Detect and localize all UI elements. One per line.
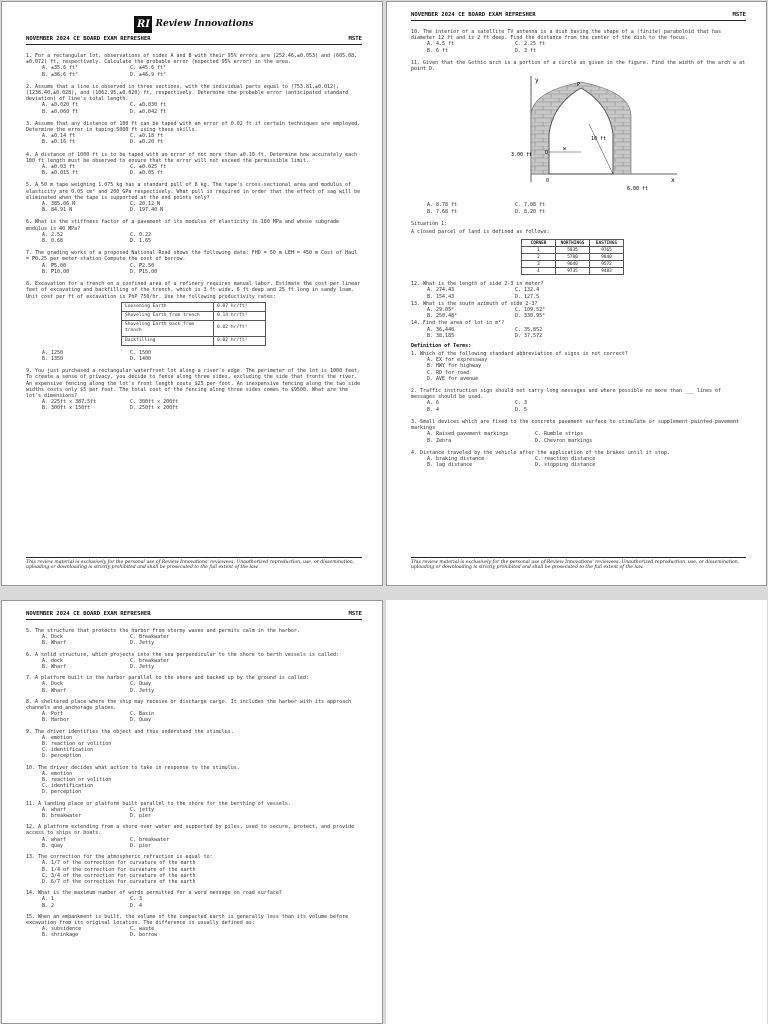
option: A. 274.43 xyxy=(427,287,455,294)
definition-1 xyxy=(411,351,746,382)
page-2 xyxy=(386,1,767,586)
table-cell: Backfilling xyxy=(122,336,214,345)
question-text: 4. A distance of 1000 ft is to be taped with an error of not more than ±0.10 ft. Determine how accurately each 100 ft length must be observed to ensure that the error will not exceed the permissible limit. xyxy=(26,151,358,164)
answer-options xyxy=(26,232,362,244)
question-text: 1. For a rectangular lot, observations of sides A and B with their 95% errors are (252.46,±0.053) and (605.08,±0.072) ft, respectively. Calculate the probable error (expected 95% error) in the area. xyxy=(26,53,358,66)
table-cell: 5780 xyxy=(556,254,590,261)
option: D. 330.95° xyxy=(515,313,546,320)
option: A. braking distance xyxy=(427,455,485,462)
header-title: NOVEMBER 2024 CE BOARD EXAM REFRESHER xyxy=(26,36,151,42)
answer-options xyxy=(26,681,362,693)
option: B. 84.91 N xyxy=(42,207,73,214)
table-cell: 2 xyxy=(522,254,556,261)
definition-12 xyxy=(26,824,362,849)
option: C. 109.52° xyxy=(515,307,546,314)
answer-options xyxy=(26,735,362,760)
header-subject: MSTE xyxy=(348,611,362,617)
height-label: 3.00 ft xyxy=(511,152,533,159)
point-d-label: D xyxy=(545,150,549,157)
question-text: 7. A platform built in the harbor parallel to the shore and backed up by the ground is called: xyxy=(26,675,309,682)
option: A. Port xyxy=(42,711,64,718)
option: C. 35,852 xyxy=(515,326,543,333)
question-9 xyxy=(26,368,362,411)
option: B. 300ft x 150ft xyxy=(42,405,91,412)
table-header-row xyxy=(522,240,624,247)
table-row xyxy=(522,268,624,275)
option: B. 154.43 xyxy=(427,293,455,300)
option: D. 127.5 xyxy=(515,293,540,300)
option: A. subsidence xyxy=(42,926,82,933)
blank-area xyxy=(386,600,767,1024)
option: C. ±0.030 ft xyxy=(130,102,167,109)
option: C. RD for road xyxy=(427,369,470,376)
answer-options xyxy=(26,771,362,796)
option: D. pier xyxy=(130,842,152,849)
w-label: w xyxy=(563,146,567,153)
option: D. ₱15.00 xyxy=(130,268,158,275)
table-row xyxy=(522,261,624,268)
definition-3 xyxy=(411,419,746,444)
question-text: 8. A sheltered place where the ship may receive or discharge cargo. It includes the harbor with its approach channels and anchorage places. xyxy=(26,698,352,712)
option: C. Basin xyxy=(130,711,155,718)
column-header: CORNER xyxy=(522,240,556,247)
table-cell: 4 xyxy=(522,268,556,275)
option: A. 6 xyxy=(427,400,440,407)
option: C. 1500 xyxy=(130,349,152,356)
option: A. Dock xyxy=(42,634,64,641)
option: A. 36,440 xyxy=(427,326,455,333)
question-1 xyxy=(26,53,362,78)
option: B. Wharf xyxy=(42,640,67,647)
table-row xyxy=(122,321,266,336)
answer-options xyxy=(26,102,362,114)
option: D. 1.65 xyxy=(130,238,152,245)
table-cell: 9640 xyxy=(556,261,590,268)
definition-9 xyxy=(26,729,362,760)
option: C. 7.08 ft xyxy=(515,202,546,209)
productivity-table xyxy=(121,302,266,346)
option: C. 20.12 N xyxy=(130,201,161,208)
definition-8 xyxy=(26,699,362,724)
table-row xyxy=(522,254,624,261)
option: A. ±0.14 ft xyxy=(42,133,76,140)
situation-title: Situation 1: xyxy=(411,220,448,227)
question-text: 2. Assume that a line is observed in three sections, with the individual parts equal to (753.81,±0.012), (1238.40,±0.028), and (1062.95,±0.020) ft, respectively. Determine the probable error (anticipated standard deviation) of line's total length. xyxy=(26,83,349,103)
header-subject: MSTE xyxy=(732,12,746,18)
question-text: 12. A platform extending from a shore over water and supported by piles, used to secure, protect, and provide access to ships or boats. xyxy=(26,824,355,837)
answer-options xyxy=(26,926,362,938)
table-cell: 9765 xyxy=(590,247,624,254)
answer-options xyxy=(26,201,362,213)
option: D. ±0.05 ft xyxy=(130,170,164,177)
option: A. 225ft x 387.5ft xyxy=(42,399,97,406)
question-text: 2. Traffic instruction sign should not carry long messages and where possible no more than ___ lines of messages should be used. xyxy=(411,388,722,401)
page-3 xyxy=(1,600,383,1024)
origin-label: 0 xyxy=(546,178,550,185)
table-cell: 0.02 hr/ft³ xyxy=(214,321,266,336)
option: D. 37,572 xyxy=(515,332,543,339)
table-cell: 0.14 hr/ft³ xyxy=(214,311,266,320)
option: D. perception xyxy=(42,753,82,760)
option: D. borrow xyxy=(130,932,158,939)
question-list xyxy=(411,281,746,468)
option: A. Raised pavement markings xyxy=(427,431,509,438)
option: A. EX for expressway xyxy=(427,357,488,364)
question-text: 11. A landing place or platform built parallel to the shore for the berthing of vessels. xyxy=(26,800,291,807)
option: A. dock xyxy=(42,657,64,664)
answer-options xyxy=(411,327,746,339)
definition-2 xyxy=(411,388,746,413)
option: D. 197.40 N xyxy=(130,207,164,214)
option: A. wharf xyxy=(42,836,67,843)
question-13 xyxy=(411,301,746,320)
option: D. Jetty xyxy=(130,687,155,694)
option: B. Zebra xyxy=(427,437,452,444)
option: C. identification xyxy=(42,747,94,754)
table-cell: 5835 xyxy=(556,247,590,254)
question-text: 9. You just purchased a rectangular waterfront lot along a river's edge. The perimeter of the lot is 1000 feet. To create a sense of privacy, you decide to fence along three sides, excluding the side that fronts the river. An expensive fencing along the lot's front length costs $25 per foot. An inexpensive fencing along the two side widths costs only $5 per foot. The total cost of the fencing along three sides comes to $9500. What are the lot's dimensions? xyxy=(26,368,361,399)
option: B. reaction or volition xyxy=(42,741,112,748)
option: D. perception xyxy=(42,789,82,796)
question-text: 8. Excavation for a trench on a confined area of a refinery requires manual labor. Estimate the cost per linear feet of excavating and backfilling of the trench, which is 3 ft wide, 6 ft deep and 25 ft long in sandy loam. Unit cost per ft of excavation is PhP 750/hr. Use the following productivity rates: xyxy=(26,281,361,300)
option: B. 0.68 xyxy=(42,238,64,245)
answer-options xyxy=(411,400,746,412)
definition-4 xyxy=(411,450,746,469)
option: C. 3/4 of the correction for curvature of the earth xyxy=(42,872,196,879)
header-title: NOVEMBER 2024 CE BOARD EXAM REFRESHER xyxy=(26,611,151,617)
option: C. 0.22 xyxy=(130,231,152,238)
table-cell: 9840 xyxy=(590,254,624,261)
table-cell: Shoveling Earth back from trench xyxy=(122,321,214,336)
answer-options xyxy=(411,41,746,53)
option: B. shrinkage xyxy=(42,932,79,939)
question-14 xyxy=(411,320,746,339)
option: A. ₱5.00 xyxy=(42,262,67,269)
apex-label: P xyxy=(577,82,581,89)
x-label: x xyxy=(671,177,675,185)
option: C. waste xyxy=(130,926,155,933)
question-8 xyxy=(26,281,362,362)
column-header: EASTINGS xyxy=(590,240,624,247)
radius-label: 10 ft xyxy=(591,136,607,143)
option: A. 2.52 xyxy=(42,231,64,238)
question-text: 5. The structure that protects the harbor from stormy waves and permits calm in the harbor. xyxy=(26,628,300,634)
page-header xyxy=(26,611,362,620)
brand-mark: RI xyxy=(134,16,152,33)
column-header: NORTHINGS xyxy=(556,240,590,247)
question-text: 3. Small devices which are fixed to the concrete pavement surface to stimulate or supplement painted pavement markings xyxy=(411,418,740,432)
option: B. ±0.060 ft xyxy=(42,108,79,115)
table-row xyxy=(122,311,266,320)
option: A. ±35.6 ft² xyxy=(42,65,79,72)
option: A. Dock xyxy=(42,681,64,688)
option: A. emotion xyxy=(42,734,73,741)
answer-options xyxy=(26,837,362,849)
page-footer: This review material is exclusively for the personal use of Review Innovations' reviewees. Unauthorized reproduction, use, or dissemination, uploading or downloading is strictly prohibited and shall be prosecuted to the full extent of the law. xyxy=(26,557,362,571)
question-text: 12. What is the length of side 2-3 in meter? xyxy=(411,281,544,288)
table-cell: 9572 xyxy=(590,261,624,268)
option: A. ±0.020 ft xyxy=(42,102,79,109)
option: D. ±0.20 ft xyxy=(130,139,164,146)
option: B. 2 xyxy=(42,902,55,909)
option: D. Chevron markings xyxy=(535,437,593,444)
option: B. 1/4 of the correction for curvature of the earth xyxy=(42,866,196,873)
answer-options xyxy=(26,711,362,723)
option: D. stopping distance xyxy=(535,462,596,469)
answer-options xyxy=(411,357,746,382)
answer-options xyxy=(26,65,362,77)
option: A. 4.5 ft xyxy=(427,41,455,48)
situation-text: A closed parcel of land is defined as follows: xyxy=(411,229,550,236)
question-text: 10. The interior of a satellite TV antenna is a dish having the shape of a (finite) paraboloid that has diameter 12 ft and is 2 ft deep. Find the distance from the center of the dish to the focus. xyxy=(411,29,722,42)
answer-options xyxy=(411,202,746,214)
definition-13 xyxy=(26,854,362,885)
option: B. HWY for highway xyxy=(427,363,482,370)
table-row xyxy=(122,302,266,311)
page-1 xyxy=(1,1,383,586)
answer-options xyxy=(26,896,362,908)
answer-options xyxy=(26,399,362,411)
question-text: 13. The correction for the atmospheric refraction is equal to: xyxy=(26,854,213,861)
option: D. ±0.042 ft xyxy=(130,108,167,115)
question-list xyxy=(26,628,362,939)
table-cell: 1 xyxy=(522,247,556,254)
question-2 xyxy=(26,84,362,115)
option: B. Wharf xyxy=(42,664,67,671)
answer-options xyxy=(26,807,362,819)
option: C. Quay xyxy=(130,681,152,688)
option: C. Rumble strips xyxy=(535,431,584,438)
option: D. ±46.9 ft² xyxy=(130,71,167,78)
option: D. 5 xyxy=(515,406,528,413)
option: D. 250ft x 200ft xyxy=(130,405,179,412)
page-header xyxy=(411,12,746,21)
table-cell: 9483 xyxy=(590,268,624,275)
option: B. Harbor xyxy=(42,717,70,724)
option: B. ±0.015 ft xyxy=(42,170,79,177)
option: A. 1/7 of the correction for curvature of the earth xyxy=(42,860,196,867)
option: A. emotion xyxy=(42,770,73,777)
option: C. identification xyxy=(42,783,94,790)
page-footer: This review material is exclusively for the personal use of Review Innovations' reviewees. Unauthorized reproduction, use, or dissemination, uploading or downloading is strictly prohibited and shall be prosecuted to the full extent of the law. xyxy=(411,557,746,571)
definition-7 xyxy=(26,675,362,694)
option: B. quay xyxy=(42,842,64,849)
brand-logo xyxy=(26,12,362,36)
option: B. 4 xyxy=(427,406,440,413)
option: B. 250.48° xyxy=(427,313,458,320)
question-11 xyxy=(411,60,746,215)
option: A. ±0.03 ft xyxy=(42,164,76,171)
option: D. 4 xyxy=(130,902,143,909)
option: C. breakwater xyxy=(130,657,170,664)
answer-options xyxy=(26,350,362,362)
option: D. 3 ft xyxy=(515,47,537,54)
answer-options xyxy=(411,456,746,468)
option: B. Wharf xyxy=(42,687,67,694)
question-12 xyxy=(411,281,746,300)
definition-15 xyxy=(26,914,362,939)
header-title: NOVEMBER 2024 CE BOARD EXAM REFRESHER xyxy=(411,12,536,18)
option: C. 300ft x 200ft xyxy=(130,399,179,406)
question-4 xyxy=(26,152,362,177)
question-text: 6. What is the stiffness factor of a pavement if its modulus of elasticity is 180 MPa and whose subgrade modulus is 40 MPa? xyxy=(26,219,340,232)
brand-name: Review Innovations xyxy=(155,19,254,29)
question-text: 11. Given that the Gothic arch is a portion of a circle as given in the figure. Find the width of the arch w at point D. xyxy=(411,59,746,73)
option: D. pier xyxy=(130,813,152,820)
header-subject: MSTE xyxy=(348,36,362,42)
gothic-arch-figure xyxy=(491,74,681,194)
answer-options xyxy=(411,287,746,299)
option: C. reaction distance xyxy=(535,455,596,462)
base-label: 6.00 ft xyxy=(627,186,649,193)
option: C. Breakwater xyxy=(130,634,170,641)
option: D. Jetty xyxy=(130,640,155,647)
option: B. 6 ft xyxy=(427,47,449,54)
table-cell: 0.07 hr/ft³ xyxy=(214,302,266,311)
option: A. wharf xyxy=(42,806,67,813)
table-row xyxy=(122,336,266,345)
option: C. 132.4 xyxy=(515,287,540,294)
table-cell: 9735 xyxy=(556,268,590,275)
option: D. 6/7 of the correction for curvature of the earth xyxy=(42,878,196,885)
definition-5 xyxy=(26,628,362,647)
table-cell: 3 xyxy=(522,261,556,268)
option: C. 3 xyxy=(130,896,143,903)
definition-6 xyxy=(26,652,362,671)
option: D. 1400 xyxy=(130,355,152,362)
question-text: 15. When an embankment is built, the volume of the compacted earth is generally less than its volume before excavation from its original location. The difference is usually defined as: xyxy=(26,913,349,926)
option: D. Jetty xyxy=(130,664,155,671)
answer-options xyxy=(26,860,362,885)
question-text: 9. The driver identifies the object and thus understand the stimulus. xyxy=(26,728,234,735)
option: D. Quay xyxy=(130,717,152,724)
table-row xyxy=(522,247,624,254)
option: C. 2.25 ft xyxy=(515,41,546,48)
question-text: 3. Assume that any distance of 100 ft can be taped with an error of 0.02 ft if certain techniques are employed. Determine the error in taping 5000 ft using these skills. xyxy=(26,120,361,134)
option: B. breakwater xyxy=(42,813,82,820)
answer-options xyxy=(411,431,746,443)
question-7 xyxy=(26,250,362,275)
parcel-table xyxy=(521,239,624,275)
answer-options xyxy=(411,307,746,319)
option: A. 1 xyxy=(42,896,55,903)
question-text: 14. Find the area of lot in m²? xyxy=(411,320,505,327)
option: D. AVE for avenue xyxy=(427,375,479,382)
question-text: 5. A 50 m tape weighing 1.075 kg has a standard pull of 8 kg. The tape's cross-sectional area and modulus of elasticity are 0.05 cm² and 200 GPa respectively. What pull is required in order that the effect of sag will be eliminated when the tape is supported at the end points only? xyxy=(26,182,361,201)
question-6 xyxy=(26,219,362,244)
definition-10 xyxy=(26,765,362,796)
answer-options xyxy=(26,133,362,145)
question-text: 4. Distance traveled by the vehicle after the application of the brakes until it stop. xyxy=(411,449,670,456)
option: B. 1350 xyxy=(42,355,64,362)
question-10 xyxy=(411,29,746,54)
definition-11 xyxy=(26,801,362,820)
option: C. 3 xyxy=(515,400,528,407)
question-5 xyxy=(26,182,362,213)
option: B. ₱10.00 xyxy=(42,268,70,275)
option: B. 38,185 xyxy=(427,332,455,339)
option: A. 385.06 N xyxy=(42,201,76,208)
answer-options xyxy=(26,634,362,646)
question-text: 10. The driver decides what action to take in response to the stimulus. xyxy=(26,764,240,771)
definitions-title: Definition of Terms: xyxy=(411,343,472,350)
definition-14 xyxy=(26,890,362,909)
question-list xyxy=(26,53,362,275)
option: B. reaction or volition xyxy=(42,777,112,784)
option: B. ±36.6 ft² xyxy=(42,71,79,78)
table-cell: Shoveling Earth from trench xyxy=(122,311,214,320)
option: C. ₱2.50 xyxy=(130,262,155,269)
option: C. jetty xyxy=(130,806,155,813)
question-text: 1. Which of the following standard abbreviation of signs is not correct? xyxy=(411,351,628,358)
question-3 xyxy=(26,121,362,146)
table-cell: 0.02 hr/ft³ xyxy=(214,336,266,345)
option: D. 8.20 ft xyxy=(515,208,546,215)
question-text: 7. The grading works of a proposed National Road shows the following data: FHD = 50 m LEH = 450 m Cost of Haul = ₱0.25 per meter station Compute the cost of borrow. xyxy=(26,250,358,263)
page-header xyxy=(26,36,362,45)
table-cell: Loosening Earth xyxy=(122,302,214,311)
question-text: 6. A solid structure, which projects into the sea perpendicular to the shore to berth vessels is called: xyxy=(26,651,340,658)
question-text: 13. What is the south azimuth of side 2-3? xyxy=(411,300,538,307)
option: B. 7.68 ft xyxy=(427,208,458,215)
option: A. 8.78 ft xyxy=(427,202,458,209)
answer-options xyxy=(26,263,362,275)
option: A. 29.05° xyxy=(427,307,455,314)
option: C. ±0.18 ft xyxy=(130,133,164,140)
y-label: y xyxy=(535,77,539,85)
option: C. breakwater xyxy=(130,836,170,843)
option: B. lag distance xyxy=(427,462,473,469)
option: B. ±0.16 ft xyxy=(42,139,76,146)
question-text: 14. What is the maximum number of words permitted for a word message on road surface? xyxy=(26,890,282,897)
option: A. 1250 xyxy=(42,349,64,356)
answer-options xyxy=(26,658,362,670)
answer-options xyxy=(26,164,362,176)
option: C. ±0.025 ft xyxy=(130,164,167,171)
option: C. ±45.6 ft² xyxy=(130,65,167,72)
